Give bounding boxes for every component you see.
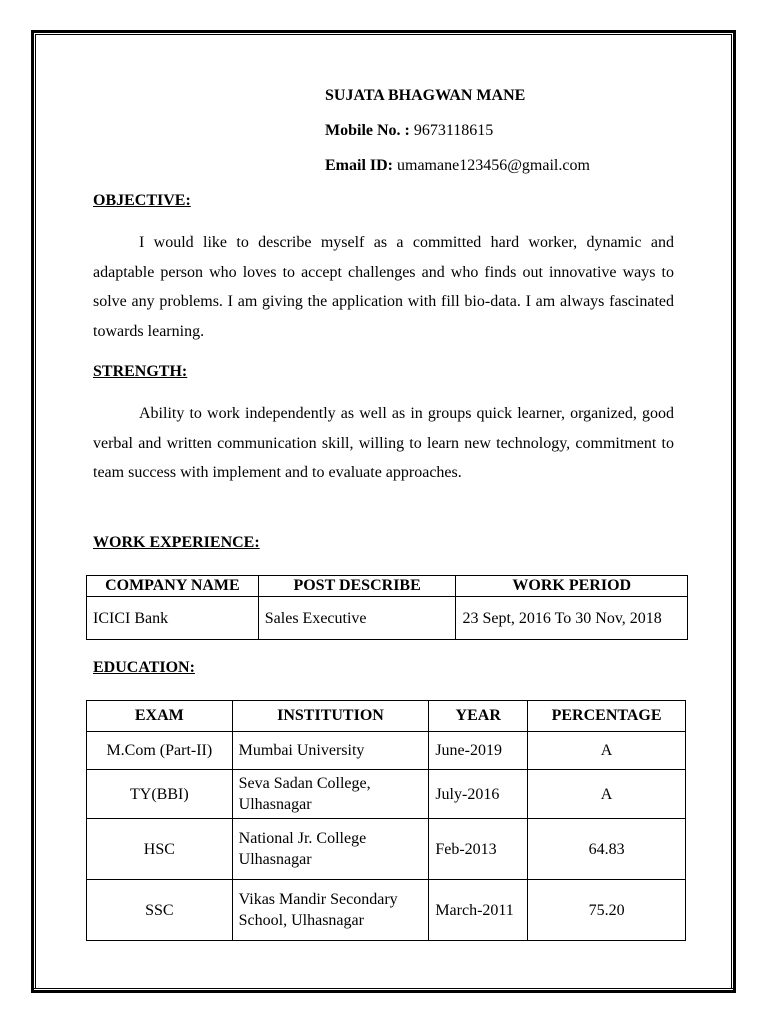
exam-cell: HSC (87, 819, 233, 880)
email-label: Email ID: (325, 157, 393, 174)
column-header: EXAM (87, 701, 233, 732)
institution-cell: Mumbai University (232, 732, 429, 770)
column-header: COMPANY NAME (87, 576, 259, 597)
table-row (87, 732, 686, 770)
work-period-cell: 23 Sept, 2016 To 30 Nov, 2018 (456, 597, 688, 640)
exam-cell: TY(BBI) (87, 770, 233, 819)
candidate-name: SUJATA BHAGWAN MANE (325, 87, 526, 104)
table-row (87, 770, 686, 819)
work-experience-heading: WORK EXPERIENCE: (93, 534, 260, 551)
email-value: umamane123456@gmail.com (397, 157, 590, 174)
year-cell: Feb-2013 (429, 819, 528, 880)
mobile-line (325, 122, 493, 140)
table-header-row (87, 701, 686, 732)
bottom-rule (33, 988, 734, 989)
objective-heading: OBJECTIVE: (93, 192, 191, 209)
work-experience-table (86, 575, 688, 640)
percentage-cell: 75.20 (528, 880, 686, 941)
institution-cell: Vikas Mandir Secondary School, Ulhasnagar (232, 880, 429, 941)
percentage-cell: A (528, 732, 686, 770)
email-line (325, 157, 590, 175)
mobile-value: 9673118615 (413, 122, 494, 139)
column-header: INSTITUTION (232, 701, 429, 732)
year-cell: July-2016 (429, 770, 528, 819)
column-header: PERCENTAGE (528, 701, 686, 732)
institution-cell: National Jr. College Ulhasnagar (232, 819, 429, 880)
year-cell: March-2011 (429, 880, 528, 941)
education-heading: EDUCATION: (93, 659, 195, 676)
institution-cell: Seva Sadan College, Ulhasnagar (232, 770, 429, 819)
percentage-cell: 64.83 (528, 819, 686, 880)
company-cell: ICICI Bank (87, 597, 259, 640)
table-row (87, 880, 686, 941)
table-row (87, 597, 688, 640)
mobile-label: Mobile No. : (325, 122, 410, 139)
percentage-cell: A (528, 770, 686, 819)
exam-cell: SSC (87, 880, 233, 941)
education-table (86, 700, 686, 941)
year-cell: June-2019 (429, 732, 528, 770)
column-header: YEAR (429, 701, 528, 732)
strength-text: Ability to work independently as well as in groups quick learner, organized, good verbal and written communication skill, willing to learn new technology, commitment to team success with implement and to evaluate approaches. (93, 405, 674, 481)
strength-heading: STRENGTH: (93, 363, 188, 380)
column-header: WORK PERIOD (456, 576, 688, 597)
table-row (87, 819, 686, 880)
column-header: POST DESCRIBE (258, 576, 456, 597)
post-cell: Sales Executive (258, 597, 456, 640)
objective-text: I would like to describe myself as a committed hard worker, dynamic and adaptable person who loves to accept challenges and who finds out innovative ways to solve any problems. I am giving the application with fill bio-data. I am always fascinated towards learning. (93, 234, 674, 340)
exam-cell: M.Com (Part-II) (87, 732, 233, 770)
table-header-row (87, 576, 688, 597)
